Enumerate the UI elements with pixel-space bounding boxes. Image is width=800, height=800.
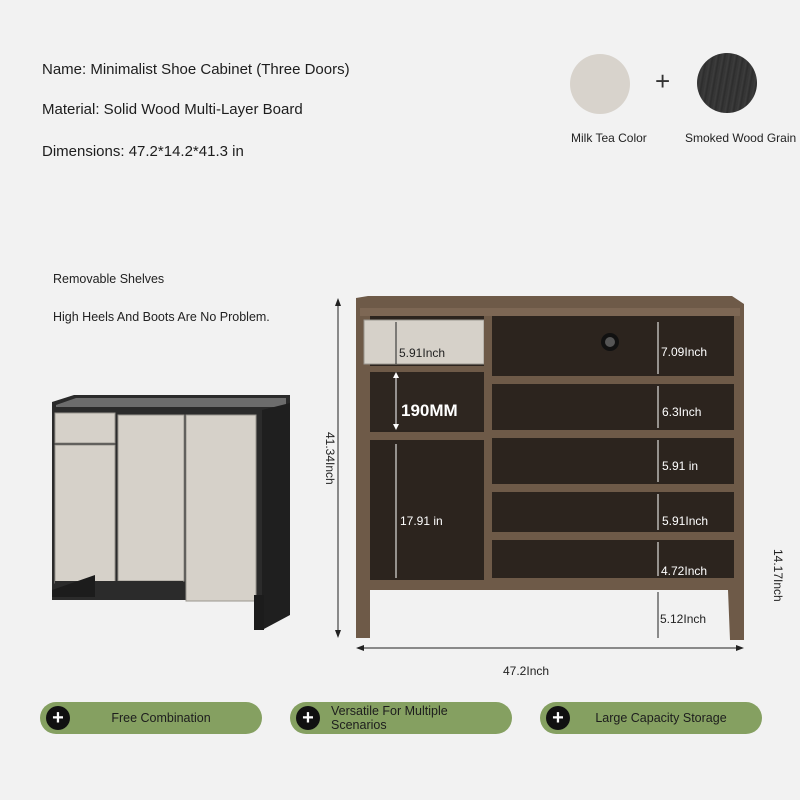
swatch-label-smoked-wood: Smoked Wood Grain	[685, 131, 797, 145]
product-name: Name: Minimalist Shoe Cabinet (Three Doors)	[42, 61, 350, 78]
high-heels-note: High Heels And Boots Are No Problem.	[53, 310, 270, 324]
feature-versatile[interactable]	[290, 702, 512, 734]
swatch-label-milk-tea: Milk Tea Color	[571, 131, 647, 145]
feature-label: Large Capacity Storage	[595, 711, 727, 725]
feature-free-combination[interactable]	[40, 702, 262, 734]
smoked-wood-grain-swatch[interactable]	[697, 53, 757, 113]
shelf-3-height-label: 5.91 in	[662, 459, 699, 473]
feature-label: Free Combination	[111, 711, 211, 725]
shelf-2-height-label: 6.3Inch	[662, 405, 702, 419]
feature-label: Versatile For Multiple Scenarios	[331, 704, 448, 732]
product-material: Material: Solid Wood Multi-Layer Board	[42, 101, 303, 118]
color-plus-separator: +	[655, 66, 671, 96]
milk-tea-color-swatch[interactable]	[570, 54, 630, 114]
height-label: 41.34Inch	[323, 432, 337, 485]
open-cabinet-diagram	[320, 290, 800, 690]
product-dimensions: Dimensions: 47.2*14.2*41.3 in	[42, 143, 244, 160]
left-bottom-height-label: 17.91 in	[400, 514, 443, 528]
shelf-1-height-label: 7.09Inch	[661, 345, 708, 359]
plus-icon: +	[546, 706, 570, 730]
leg-height-label: 5.12Inch	[660, 612, 707, 626]
width-label: 47.2Inch	[503, 664, 550, 678]
depth-label: 14.17Inch	[771, 549, 785, 602]
shelf-4-height-label: 5.91Inch	[662, 514, 709, 528]
removable-shelves-note: Removable Shelves	[53, 272, 165, 286]
left-middle-height-label: 190MM	[401, 401, 458, 420]
plus-icon: +	[296, 706, 320, 730]
feature-large-capacity[interactable]	[540, 702, 762, 734]
closed-cabinet-image	[40, 385, 300, 635]
shelf-5-height-label: 4.72Inch	[661, 564, 708, 578]
drawer-height-label: 5.91Inch	[399, 346, 446, 360]
plus-icon: +	[46, 706, 70, 730]
